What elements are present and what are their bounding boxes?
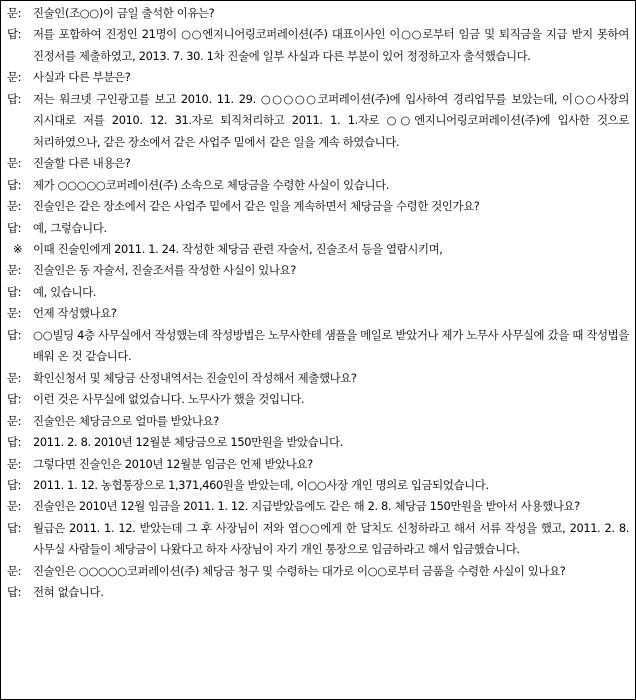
question-text: 사실과 다른 부분은?	[33, 70, 131, 85]
answer-entry	[7, 24, 629, 67]
question-text: 진술할 다른 내용은?	[33, 156, 131, 171]
answer-label: 답:	[7, 392, 22, 407]
question-entry	[7, 561, 629, 582]
answer-entry	[7, 432, 629, 453]
answer-text: 월급은 2011. 1. 12. 받았는데 그 후 사장님이 저와 염○○에게 한 달치도 신청하라고 해서 서류 작성을 했고, 2011. 2. 8. 사무실 사람들이 체당금이 나왔다고 하자 사장님이 자기 개인 통장으로 입금하라고 해서 입금했습니다.	[33, 520, 629, 557]
question-text: 진술인은 2010년 12월 임금을 2011. 1. 12. 지급받았음에도 같은 해 2. 8. 체당금 150만원을 받아서 사용했나요?	[33, 499, 580, 514]
question-label: 문:	[7, 306, 22, 321]
question-entry	[7, 260, 629, 281]
question-entry	[7, 3, 629, 24]
answer-label: 답:	[7, 91, 22, 106]
question-label: 문:	[7, 199, 22, 214]
answer-label: 답:	[7, 327, 22, 342]
answer-text: 제가 ○○○○○코퍼레이션(주) 소속으로 체당금을 수령한 사실이 있습니다.	[33, 177, 390, 192]
question-text: 진술인은 같은 장소에서 같은 사업주 밑에서 같은 일을 계속하면서 체당금을 수령한 것인가요?	[33, 199, 480, 214]
answer-entry	[7, 89, 629, 153]
answer-text: 저는 워크넷 구인광고를 보고 2010. 11. 29. ○○○○○코퍼레이션(주)에 입사하여 경리업무를 보았는데, 이○○사장의 지시대로 저를 2010. 12. 31.자로 퇴직처리하고 2011. 1. 1.자로 ○○엔지니어링코퍼레이션(주)에 입사한 것으로 처리하였으나, 같은 장소에서 같은 사업주 밑에서 같은 일을 계속 하였습니다.	[33, 91, 629, 149]
answer-label: 답:	[7, 177, 22, 192]
question-entry	[7, 196, 629, 217]
question-text: 확인신청서 및 체당금 산정내역서는 진술인이 작성해서 제출했나요?	[33, 370, 357, 385]
question-text: 언제 작성했나요?	[33, 306, 117, 321]
question-label: 문:	[7, 370, 22, 385]
question-label: 문:	[7, 499, 22, 514]
answer-label: 답:	[7, 435, 22, 450]
question-label: 문:	[7, 413, 22, 428]
question-label: 문:	[7, 70, 22, 85]
question-entry	[7, 454, 629, 475]
answer-text: 예, 있습니다.	[33, 284, 97, 299]
answer-text: 예, 그렇습니다.	[33, 220, 107, 235]
answer-label: 답:	[7, 220, 22, 235]
question-text: 진술인은 동 자술서, 진술조서를 작성한 사실이 있나요?	[33, 263, 296, 278]
question-text: 진술인은 ○○○○○코퍼레이션(주) 체당금 청구 및 수령하는 대가로 이○○로부터 금품을 수령한 사실이 있나요?	[33, 563, 566, 578]
question-label: 문:	[7, 263, 22, 278]
question-entry	[7, 368, 629, 389]
question-entry	[7, 303, 629, 324]
answer-text: ○○빌딩 4층 사무실에서 작성했는데 작성방법은 노무사한테 샘플을 메일로 받았거나 제가 노무사 사무실에 갔을 때 작성법을 배워 온 것 같습니다.	[33, 327, 629, 364]
answer-entry	[7, 518, 629, 561]
question-label: 문:	[7, 563, 22, 578]
answer-label: 답:	[7, 27, 22, 42]
question-label: 문:	[7, 156, 22, 171]
question-entry	[7, 67, 629, 88]
question-label: 문:	[7, 6, 22, 20]
answer-entry	[7, 175, 629, 196]
question-label: 문:	[7, 456, 22, 471]
question-entry	[7, 496, 629, 517]
answer-entry	[7, 218, 629, 239]
note-entry	[7, 239, 629, 260]
answer-text: 2011. 2. 8. 2010년 12월분 체당금으로 150만원을 받았습니다.	[33, 435, 343, 450]
answer-entry	[7, 582, 629, 603]
interrogation-record	[1, 1, 635, 604]
question-entry	[7, 153, 629, 174]
question-text: 진술인(조○○)이 금일 출석한 이유는?	[33, 6, 215, 20]
answer-entry	[7, 282, 629, 303]
answer-text: 전혀 없습니다.	[33, 585, 104, 600]
answer-label: 답:	[7, 520, 22, 535]
answer-label: 답:	[7, 477, 22, 492]
answer-text: 2011. 1. 12. 농협통장으로 1,371,460원을 받았는데, 이○○사장 개인 명의로 입금되었습니다.	[33, 477, 489, 492]
answer-entry	[7, 389, 629, 410]
answer-entry	[7, 475, 629, 496]
note-text: 이때 진술인에게 2011. 1. 24. 작성한 체당금 관련 자술서, 진술조서 등을 열람시키며,	[33, 241, 443, 256]
note-label: ※	[13, 241, 23, 256]
answer-text: 저를 포함하여 진정인 21명이 ○○엔지니어링코퍼레이션(주) 대표이사인 이○○로부터 임금 및 퇴직금을 지급 받지 못하여 진정서를 제출하였고, 2013. 7. 30. 1차 진술에 일부 사실과 다른 부분이 있어 정정하고자 출석했습니다.	[33, 27, 629, 63]
answer-entry	[7, 325, 629, 368]
question-text: 그렇다면 진술인은 2010년 12월분 임금은 언제 받았나요?	[33, 456, 313, 471]
answer-label: 답:	[7, 284, 22, 299]
question-text: 진술인은 체당금으로 얼마를 받았나요?	[33, 413, 219, 428]
question-entry	[7, 411, 629, 432]
answer-text: 이런 것은 사무실에 없었습니다. 노무사가 했을 것입니다.	[33, 392, 305, 407]
answer-label: 답:	[7, 585, 22, 600]
